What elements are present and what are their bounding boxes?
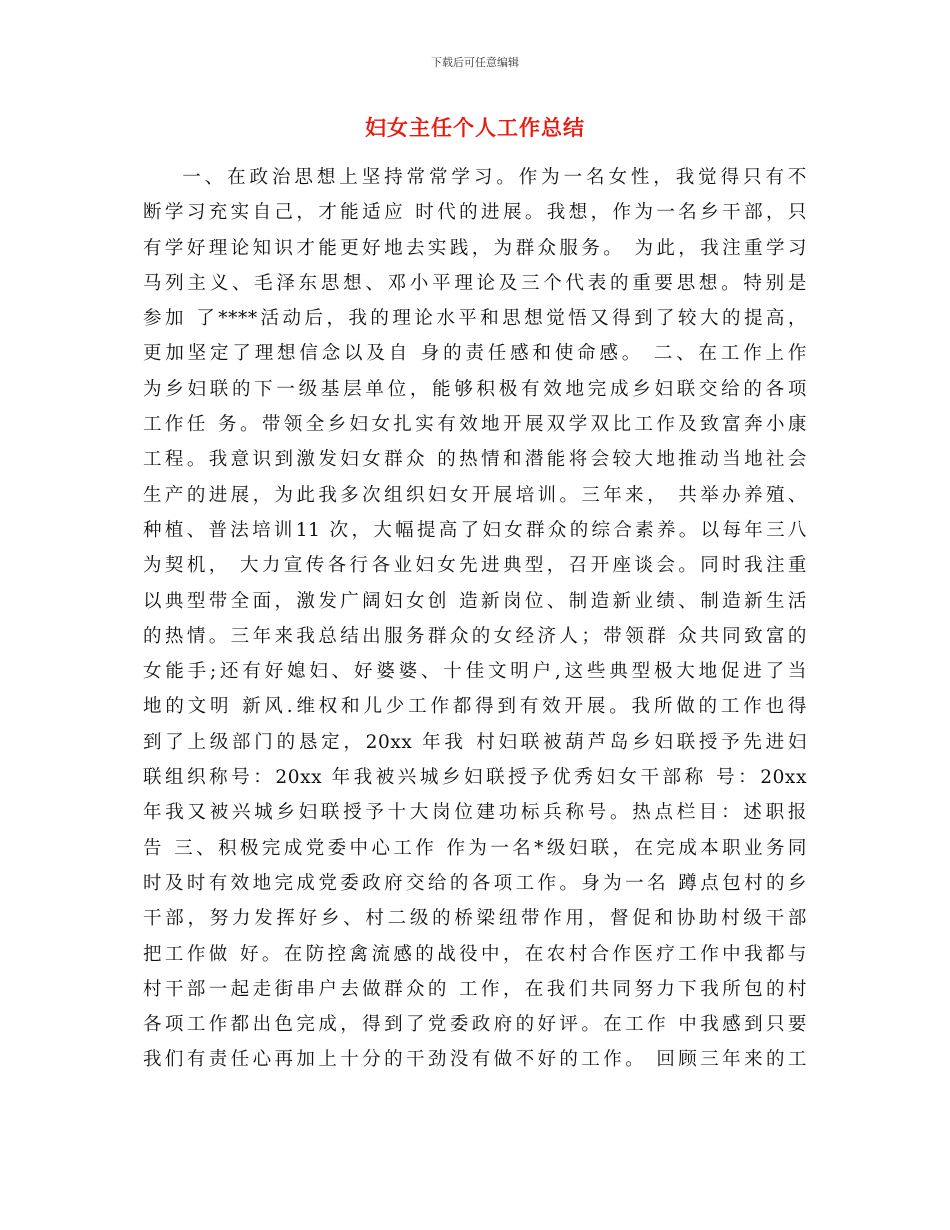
body-line: 断学习充实自己，才能适应 时代的进展。我想，作为一名乡干部，只	[143, 202, 807, 224]
body-line: 到了上级部门的恳定，20xx 年我 村妇联被葫芦岛乡妇联授予先进妇	[143, 731, 807, 753]
document-body	[143, 160, 807, 1078]
body-line: 以典型带全面，激发广阔妇女创 造新岗位、制造新业绩、制造新生活	[143, 590, 807, 612]
body-line: 村干部一起走街串户去做群众的 工作，在我们共同努力下我所包的村	[143, 978, 807, 1000]
body-line: 把工作做 好。在防控禽流感的战役中，在农村合作医疗工作中我都与	[143, 943, 807, 965]
header-note: 下载后可任意编辑	[431, 56, 519, 69]
document-title: 妇女主任个人工作总结	[365, 116, 585, 140]
body-line: 为契机， 大力宣传各行各业妇女先进典型，召开座谈会。同时我注重	[143, 555, 807, 577]
body-line: 时及时有效地完成党委政府交给的各项工作。身为一名 蹲点包村的乡	[143, 872, 807, 894]
body-line: 告 三、积极完成党委中心工作 作为一名*级妇联，在完成本职业务同	[143, 837, 807, 859]
body-line: 更加坚定了理想信念以及自 身的责任感和使命感。 二、在工作上作	[143, 343, 807, 365]
body-line: 联组织称号：20xx 年我被兴城乡妇联授予优秀妇女干部称 号：20xx	[143, 767, 807, 789]
body-line: 有学好理论知识才能更好地去实践，为群众服务。 为此，我注重学习	[143, 237, 807, 259]
body-line: 干部，努力发挥好乡、村二级的桥梁纽带作用，督促和协助村级干部	[143, 908, 807, 930]
body-line: 为乡妇联的下一级基层单位，能够积极有效地完成乡妇联交给的各项	[143, 378, 807, 400]
body-line: 一、在政治思想上坚持常常学习。作为一名女性，我觉得只有不	[143, 167, 807, 188]
body-line: 各项工作都出色完成，得到了党委政府的好评。在工作 中我感到只要	[143, 1014, 807, 1036]
body-line: 地的文明 新风.维权和儿少工作都得到有效开展。我所做的工作也得	[143, 696, 807, 718]
body-line: 马列主义、毛泽东思想、邓小平理论及三个代表的重要思想。特别是	[143, 272, 807, 294]
body-line: 的热情。三年来我总结出服务群众的女经济人；带领群 众共同致富的	[143, 625, 807, 647]
body-line: 工程。我意识到激发妇女群众 的热情和潜能将会较大地推动当地社会	[143, 449, 807, 471]
body-line: 年我又被兴城乡妇联授予十大岗位建功标兵称号。热点栏目：述职报	[143, 802, 807, 824]
body-line: 种植、普法培训11 次，大幅提高了妇女群众的综合素养。以每年三八	[143, 519, 807, 541]
body-line: 女能手;还有好媳妇、好婆婆、十佳文明户,这些典型极大地促进了当	[143, 661, 807, 683]
body-line: 工作任 务。带领全乡妇女扎实有效地开展双学双比工作及致富奔小康	[143, 414, 807, 436]
body-line: 生产的进展，为此我多次组织妇女开展培训。三年来， 共举办养殖、	[143, 484, 807, 506]
body-line: 我们有责任心再加上十分的干劲没有做不好的工作。 回顾三年来的工	[143, 1049, 807, 1071]
body-line: 参加 了****活动后，我的理论水平和思想觉悟又得到了较大的提高，	[143, 308, 807, 330]
